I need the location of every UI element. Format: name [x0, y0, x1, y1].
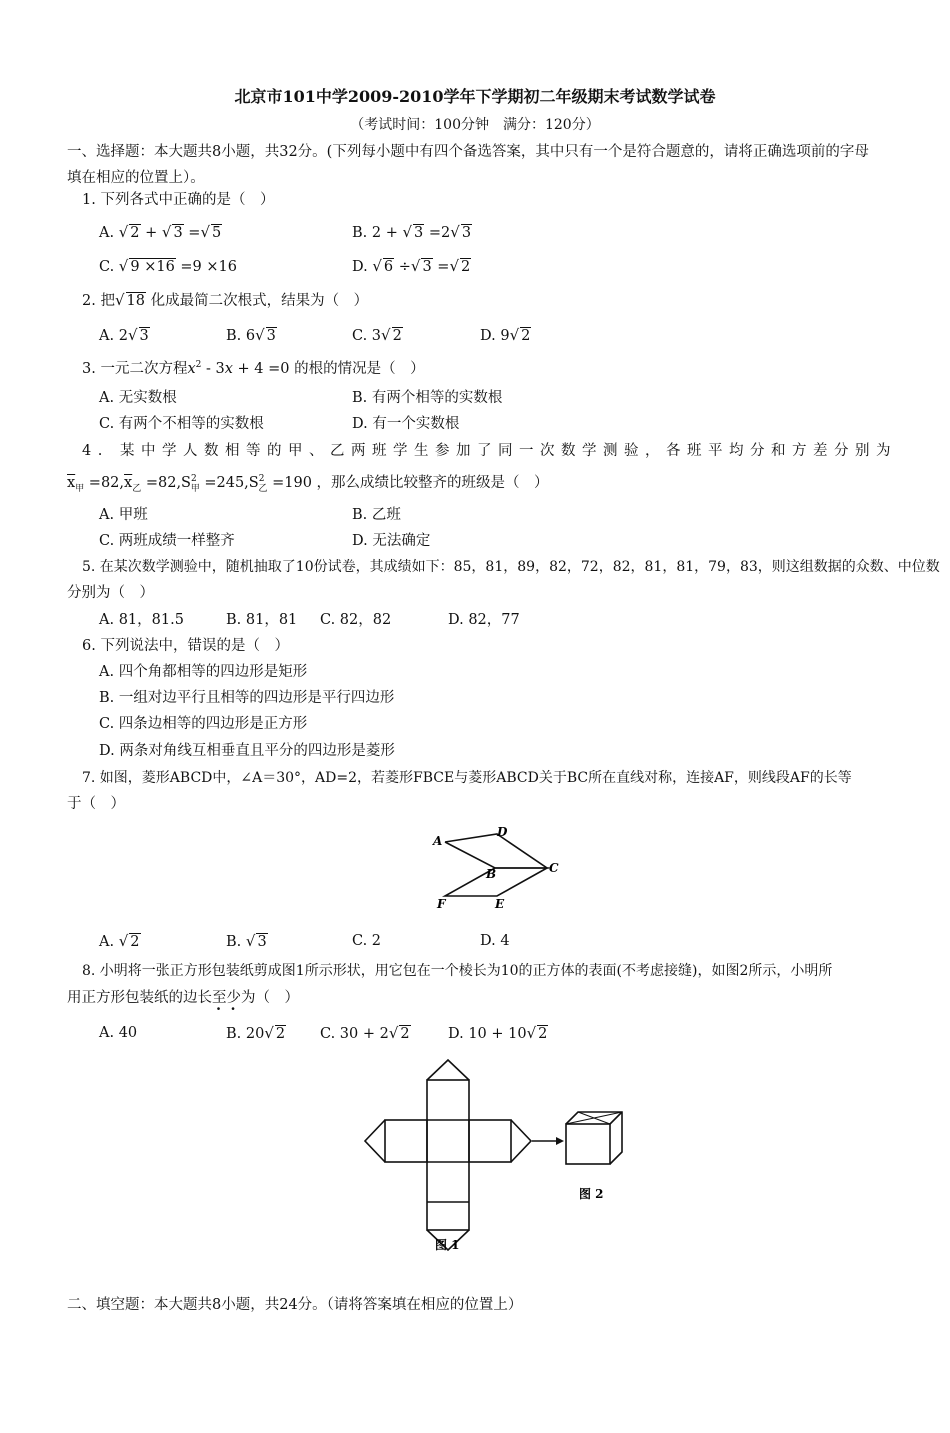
label-a: A [433, 834, 443, 848]
rhombus-abcd [445, 834, 547, 868]
section2-instructions: 二、填空题：本大题共8小题，共24分。（请将答案填在相应的位置上） [67, 1297, 523, 1313]
cube-figure [566, 1112, 622, 1164]
q4-option-d: D. 无法确定 [352, 533, 431, 549]
label-c: C [549, 861, 559, 875]
label-b: B [486, 867, 497, 881]
q8-option-c: C. 30 + 2√ 2 [320, 1024, 410, 1042]
q5-option-a: A. 81，81.5 [99, 612, 184, 628]
q4-option-b: B. 乙班 [352, 507, 401, 523]
q3-stem: 3. 一元二次方程$x^2 - 3x + 4 =0$ 的根的情况是（ ） [82, 360, 425, 377]
q6-option-b: B. 一组对边平行且相等的四边形是平行四边形 [99, 690, 395, 706]
q1-option-a: A. √ 2 + √ 3 =√ 5 [99, 223, 222, 241]
q5-option-d: D. 82，77 [448, 612, 520, 628]
q1-option-d: D. √ 6 ÷√ 3 =√ 2 [352, 257, 471, 275]
q2-option-d: D. 9√ 2 [480, 326, 531, 344]
q8-net-figure [360, 1052, 640, 1262]
fig2-label: 图 2 [579, 1187, 604, 1201]
q8-option-d: D. 10 + 10√ 2 [448, 1024, 548, 1042]
q5-option-b: B. 81，81 [226, 612, 298, 628]
section1-instructions-line1: 一、选择题：本大题共8小题，共32分。(下列每小题中有四个备选答案，其中只有一个是符合题意的，请将正确选项前的字母 [67, 144, 869, 160]
q8-stem-line1: 8. 小明将一张正方形包装纸剪成图1所示形状，用它包在一个棱长为10的正方体的表面(不考虑接缝)，如图2所示，小明所 [82, 963, 833, 979]
fig1-label: 图 1 [435, 1238, 460, 1252]
q7-option-a: A. √ 2 [99, 932, 140, 950]
section1-instructions-line2: 填在相应的位置上）。 [67, 170, 205, 186]
q3-option-b: B. 有两个相等的实数根 [352, 390, 503, 406]
q4-option-a: A. 甲班 [99, 507, 148, 523]
arrow-head-icon [556, 1137, 564, 1145]
q7-stem-line1: 7. 如图，菱形ABCD中，∠A＝30°，AD=2，若菱形FBCE与菱形ABCD关于BC所在直线对称，连接AF，则线段AF的长等 [82, 770, 852, 786]
square-net [365, 1060, 531, 1250]
q7-option-c: C. 2 [352, 933, 382, 949]
q2-option-b: B. 6√ 3 [226, 326, 276, 344]
q3-option-c: C. 有两个不相等的实数根 [99, 416, 264, 432]
q1-option-c: C. √ 9 ×16 =9 ×16 [99, 257, 237, 275]
q3-option-a: A. 无实数根 [99, 390, 177, 406]
q6-option-a: A. 四个角都相等的四边形是矩形 [99, 664, 308, 680]
q2-option-a: A. 2√ 3 [99, 326, 149, 344]
q6-option-d: D. 两条对角线互相垂直且平分的四边形是菱形 [99, 743, 395, 759]
q5-option-c: C. 82，82 [320, 612, 392, 628]
q2-option-c: C. 3√ 2 [352, 326, 402, 344]
q7-option-b: B. √ 3 [226, 932, 267, 950]
q3-option-d: D. 有一个实数根 [352, 416, 460, 432]
q5-stem-line1: 5. 在某次数学测验中，随机抽取了10份试卷，其成绩如下：85，81，89，82，72，82，81，81，79，83，则这组数据的众数、中位数 [82, 559, 940, 575]
q8-stem-line2: 用正方形包装纸的边长至少为（ ） [67, 990, 299, 1006]
q4-stem-line1: 4. 某中学人数相等的甲、乙两班学生参加了同一次数学测验，各班平均分和方差分别为 [82, 443, 897, 459]
q7-option-d: D. 4 [480, 933, 510, 949]
exam-subtitle: （考试时间：100分钟 满分：120分） [350, 117, 600, 133]
q1-option-b: B. 2 + √ 3 =2√ 3 [352, 223, 472, 241]
q2-stem: 2. 把√ 18 化成最简二次根式，结果为（ ） [82, 291, 369, 309]
label-f: F [437, 897, 446, 911]
q7-stem-line2: 于（ ） [67, 796, 125, 812]
q8-option-a: A. 40 [99, 1025, 138, 1041]
q8-option-b: B. 20√ 2 [226, 1024, 286, 1042]
q5-stem-line2: 分别为（ ） [67, 585, 154, 601]
label-d: D [497, 825, 508, 839]
q6-option-c: C. 四条边相等的四边形是正方形 [99, 716, 308, 732]
q6-stem: 6. 下列说法中，错误的是（ ） [82, 638, 289, 654]
q4-option-c: C. 两班成绩一样整齐 [99, 533, 235, 549]
exam-title: 北京市101中学2009-2010学年下学期初二年级期末考试数学试卷 [234, 87, 716, 106]
q1-stem: 1. 下列各式中正确的是（ ） [82, 192, 275, 208]
q7-rhombus-figure [425, 822, 565, 914]
q4-stem-line2: $\overline{x}_甲 =82,\overline{x}_乙 =82,S^2_甲 =245,S^2_乙 =190$ ，那么成绩比较整齐的班级是（ ） [67, 474, 549, 494]
label-e: E [495, 897, 505, 911]
